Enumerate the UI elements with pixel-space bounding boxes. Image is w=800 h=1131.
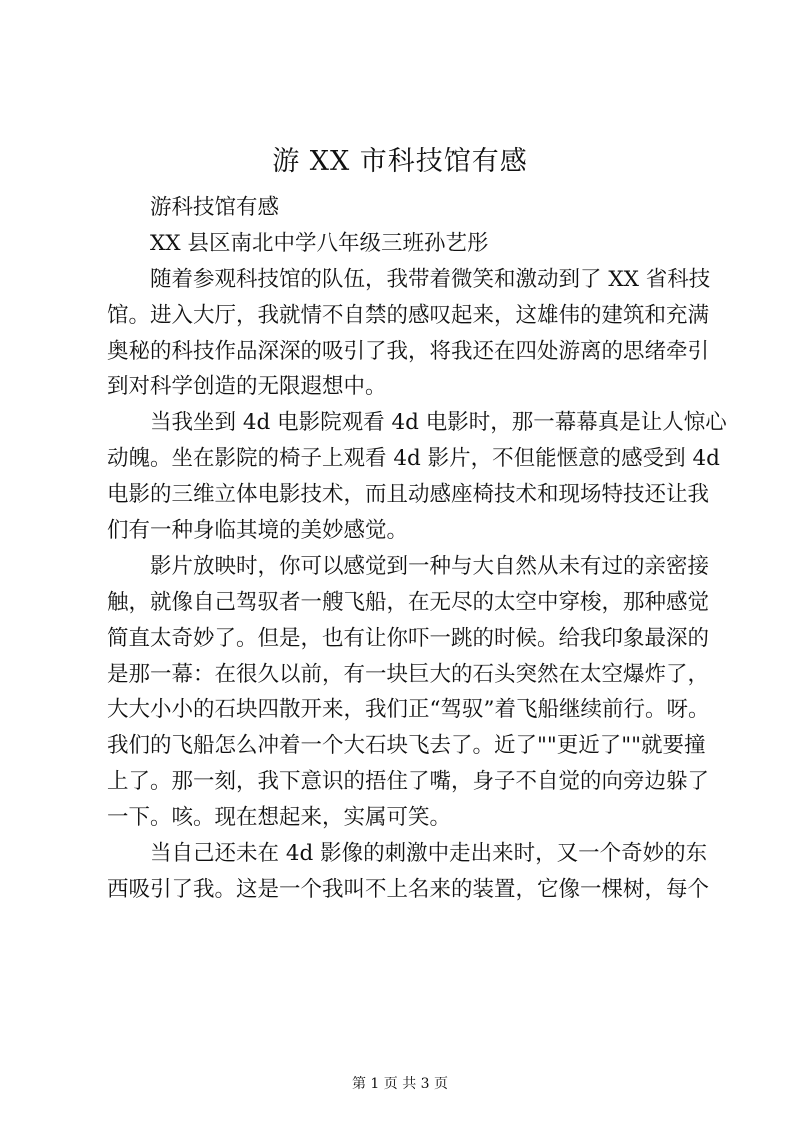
body-line: 奥秘的科技作品深深的吸引了我，将我还在四处游离的思绪牵引 — [107, 338, 710, 364]
body-line: 触，就像自己驾驭者一艘飞船，在无尽的太空中穿梭，那种感觉 — [107, 589, 710, 615]
body-line: 随着参观科技馆的队伍，我带着微笑和激动到了 XX 省科技 — [150, 266, 711, 292]
page-footer: 第 1 页 共 3 页 — [351, 1076, 449, 1092]
body-line: 电影的三维立体电影技术，而且动感座椅技术和现场特技还让我 — [107, 482, 710, 508]
body-line: 我们的飞船怎么冲着一个大石块飞去了。近了""更近了""就要撞 — [107, 733, 706, 759]
body-line: 游科技馆有感 — [150, 195, 280, 220]
body-line: 动魄。坐在影院的椅子上观看 4d 影片，不但能惬意的感受到 4d — [107, 446, 720, 472]
body-line: 影片放映时，你可以感觉到一种与大自然从未有过的亲密接 — [150, 553, 710, 579]
body-line: 西吸引了我。这是一个我叫不上名来的装置，它像一棵树，每个 — [107, 876, 710, 902]
body-line: 馆。进入大厅，我就情不自禁的感叹起来，这雄伟的建筑和充满 — [107, 302, 710, 328]
document-body — [107, 190, 727, 908]
body-line: 到对科学创造的无限遐想中。 — [107, 374, 387, 400]
body-line: 一下。咳。现在想起来，实属可笑。 — [107, 805, 452, 831]
body-line: 当自己还未在 4d 影像的刺激中走出来时，又一个奇妙的东 — [150, 841, 708, 867]
body-line: 上了。那一刻，我下意识的捂住了嘴，身子不自觉的向旁边躲了 — [107, 769, 710, 795]
body-line: 当我坐到 4d 电影院观看 4d 电影时，那一幕幕真是让人惊心 — [150, 410, 727, 436]
body-line: 们有一种身临其境的美妙感觉。 — [107, 518, 409, 544]
body-line: 简直太奇妙了。但是，也有让你吓一跳的时候。给我印象最深的 — [107, 625, 710, 651]
document-title: 游 XX 市科技馆有感 — [272, 146, 528, 177]
body-line: 是那一幕：在很久以前，有一块巨大的石头突然在太空爆炸了， — [107, 661, 710, 687]
body-line: 大大小小的石块四散开来，我们正“驾驭”着飞船继续前行。呀。 — [107, 697, 710, 723]
body-line: XX 县区南北中学八年级三班孙艺彤 — [150, 230, 489, 256]
